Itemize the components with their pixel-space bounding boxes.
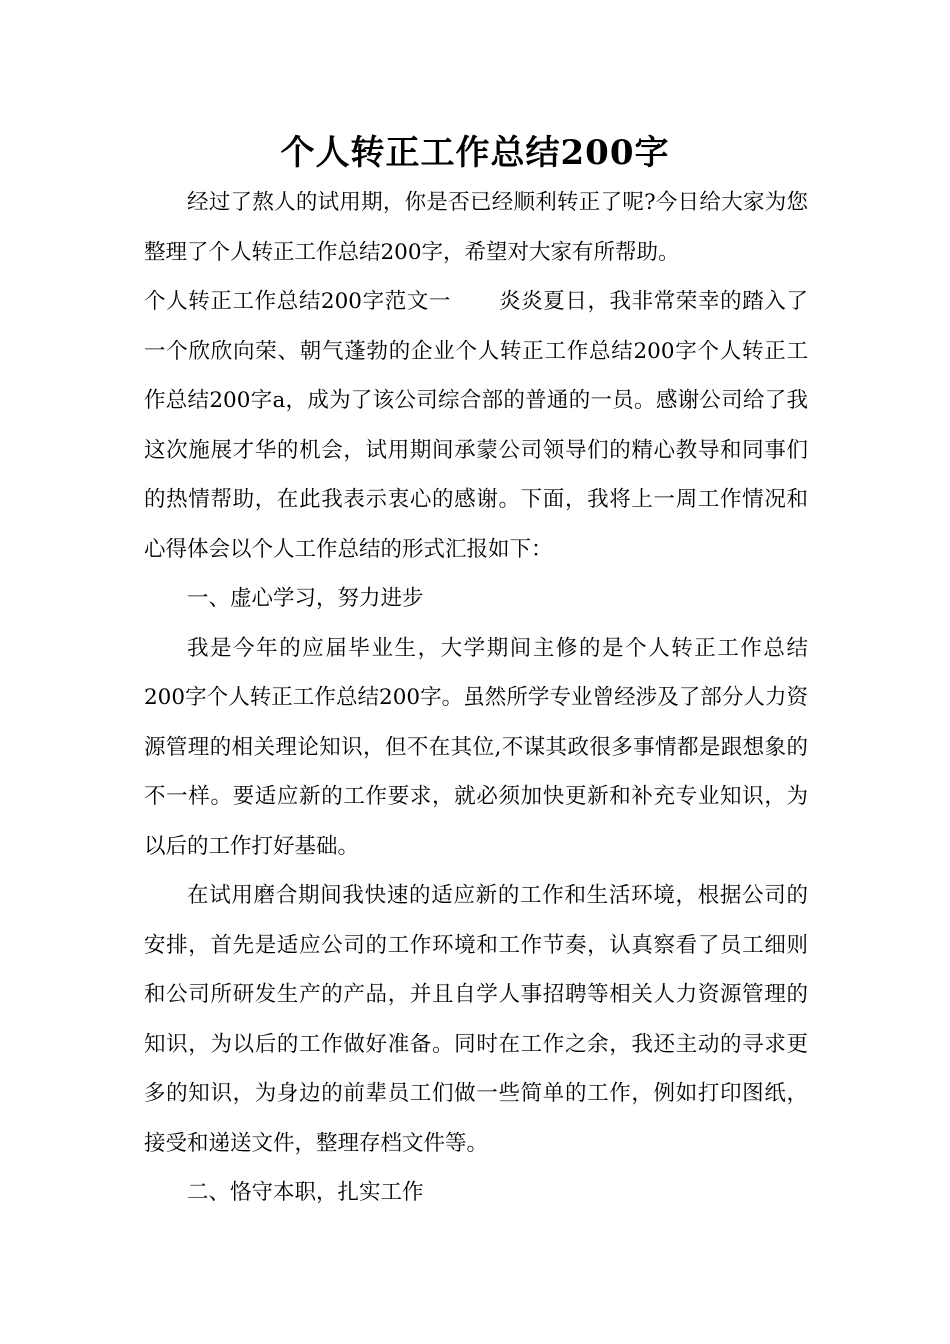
document-body [144,178,808,1218]
sample-heading: 个人转正工作总结200字范文一 [144,289,452,314]
sample-paragraph-text: 炎炎夏日，我非常荣幸的踏入了一个欣欣向荣、朝气蓬勃的企业个人转正工作总结200字个人转正工作总结200字a，成为了该公司综合部的普通的一员。感谢公司给了我这次施展才华的机会，试用期间承蒙公司领导们的精心教导和同事们的热情帮助，在此我表示衷心的感谢。下面，我将上一周工作情况和心得体会以个人工作总结的形式汇报如下： [144,289,808,562]
document-title: 个人转正工作总结200字 [280,133,670,173]
section-heading-2: 二、恪守本职，扎实工作 [187,1180,424,1205]
sample-paragraph [144,277,808,574]
body-paragraph-2: 在试用磨合期间我快速的适应新的工作和生活环境，根据公司的安排，首先是适应公司的工作环境和工作节奏，认真察看了员工细则和公司所研发生产的产品，并且自学人事招聘等相关人力资源管理的知识，为以后的工作做好准备。同时在工作之余，我还主动的寻求更多的知识，为身边的前辈员工们做一些简单的工作，例如打印图纸，接受和递送文件，整理存档文件等。 [144,883,808,1156]
body-paragraph-1: 我是今年的应届毕业生，大学期间主修的是个人转正工作总结200字个人转正工作总结200字。虽然所学专业曾经涉及了部分人力资源管理的相关理论知识，但不在其位,不谋其政很多事情都是跟想象的不一样。要适应新的工作要求，就必须加快更新和补充专业知识，为以后的工作打好基础。 [144,635,808,859]
section-heading-1: 一、虚心学习，努力进步 [187,586,424,611]
intro-paragraph: 经过了熬人的试用期，你是否已经顺利转正了呢?今日给大家为您整理了个人转正工作总结200字，希望对大家有所帮助。 [144,190,808,265]
